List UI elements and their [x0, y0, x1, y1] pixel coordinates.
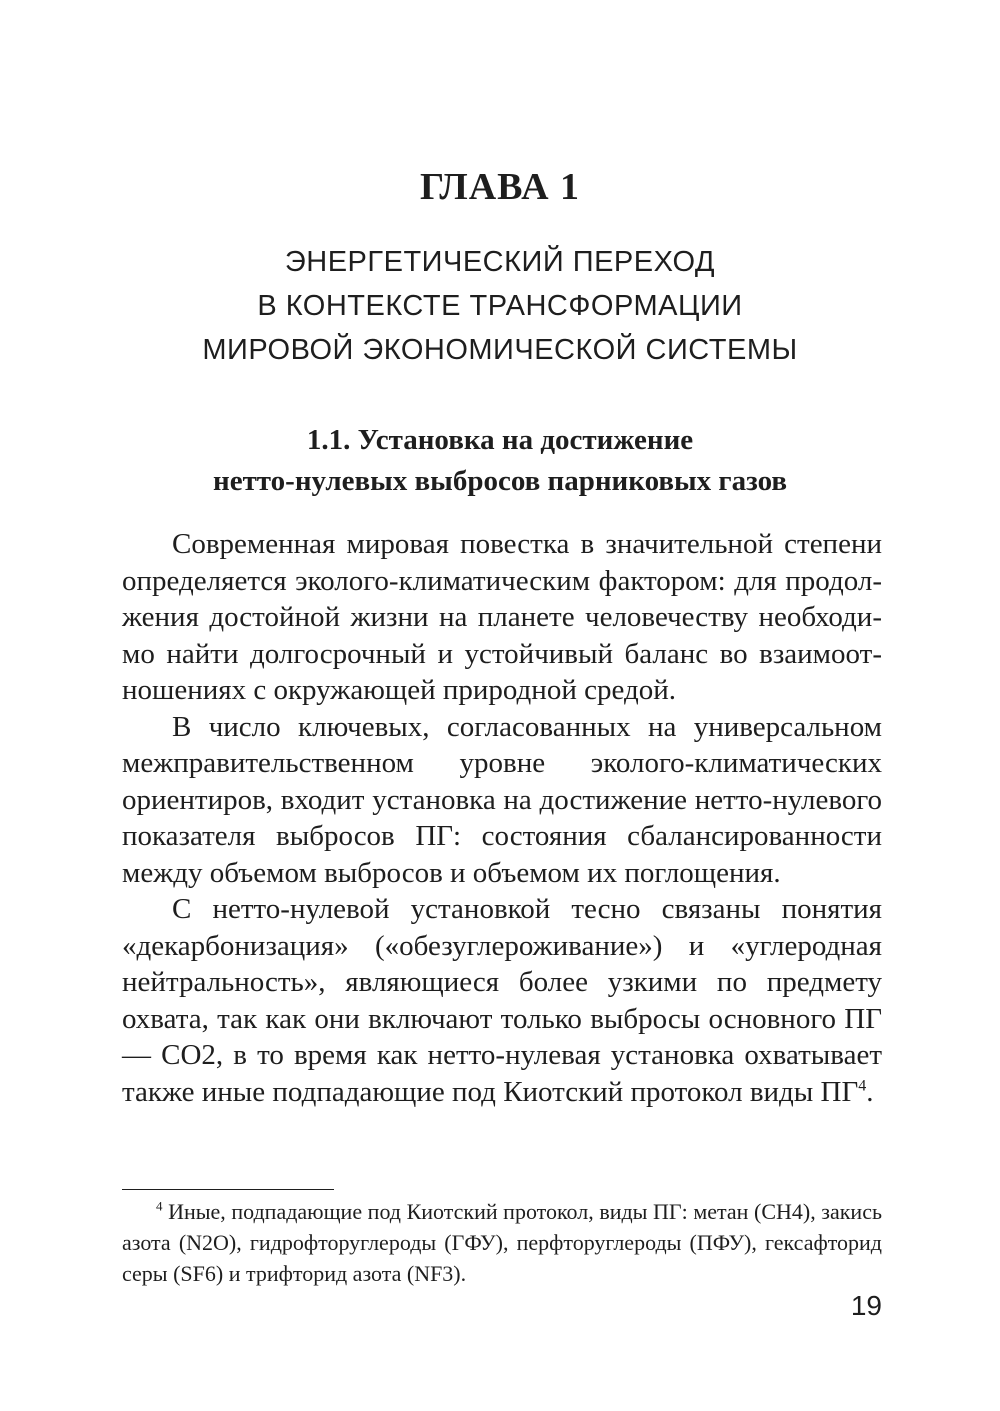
paragraph: С нетто-нулевой установкой тесно связаны понятия «декарбонизация» («обезуглероживание») и «углеродная нейтральность», являющиеся более узкими по предмету охвата, так как они включают только выбросы основного ПГ — СО2, в то время как нетто-нулевая установка охватывает также иные подпадающие под Киотский протокол виды $ПГ^4$.: [122, 893, 882, 1108]
section-title-line: 1.1. Установка на достижение: [306, 424, 694, 456]
chapter-title: ГЛАВА 1: [419, 166, 581, 208]
chapter-subtitle: [0, 240, 1000, 372]
section-title-line: нетто-нулевых выбросов парниковых газов: [212, 465, 788, 497]
footnote-marker: 4: [156, 1198, 163, 1214]
chapter-subtitle-line: МИРОВОЙ ЭКОНОМИЧЕСКОЙ СИСТЕМЫ: [202, 334, 798, 366]
section-title: [0, 420, 1000, 502]
paragraph-text: С нетто-нулевой установкой тесно связаны понятия «декарбонизация» («обезуглероживание») и «углеродная нейтральность», являющиеся более узкими по предмету охвата, так как они включают только выбросы основного ПГ — СО2, в то время как нетто-нулевая установка охватывает также иные подпадающие под Киотский протокол виды ПГ: [122, 893, 882, 1108]
paragraph: Современная мировая повестка в значительной степени определяется эколого-климатическим фактором: для продолжения достойной жизни на планете человечеству необходимо найти долгосрочный и устойчивый баланс во взаимоотношениях с окружающей природной средой.: [122, 528, 882, 706]
footnote-text: Иные, подпадающие под Киотский протокол, виды ПГ: метан (СН4), закись азота (N2O), гидрофторуглероды (ГФУ), перфторуглероды (ПФУ), гексафторид серы (SF6) и трифторид азота (NF3).: [122, 1199, 882, 1286]
footnote: [122, 1196, 882, 1289]
chapter-subtitle-line: В КОНТЕКСТЕ ТРАНСФОРМАЦИИ: [257, 290, 743, 322]
chapter-subtitle-line: ЭНЕРГЕТИЧЕСКИЙ ПЕРЕХОД: [284, 246, 716, 278]
footnote-reference: 4: [858, 1076, 867, 1094]
footnote-divider: [122, 1189, 334, 1190]
paragraph: В число ключевых, согласованных на универсальном межправительственном уровне эколого-климатических ориентиров, входит установка на достижение нетто-нулевого показателя выбросов ПГ: состояния сбалансированности между объемом выбросов и объемом их поглощения.: [122, 710, 882, 889]
body-text: [122, 526, 882, 1110]
page-number: 19: [850, 1290, 882, 1321]
